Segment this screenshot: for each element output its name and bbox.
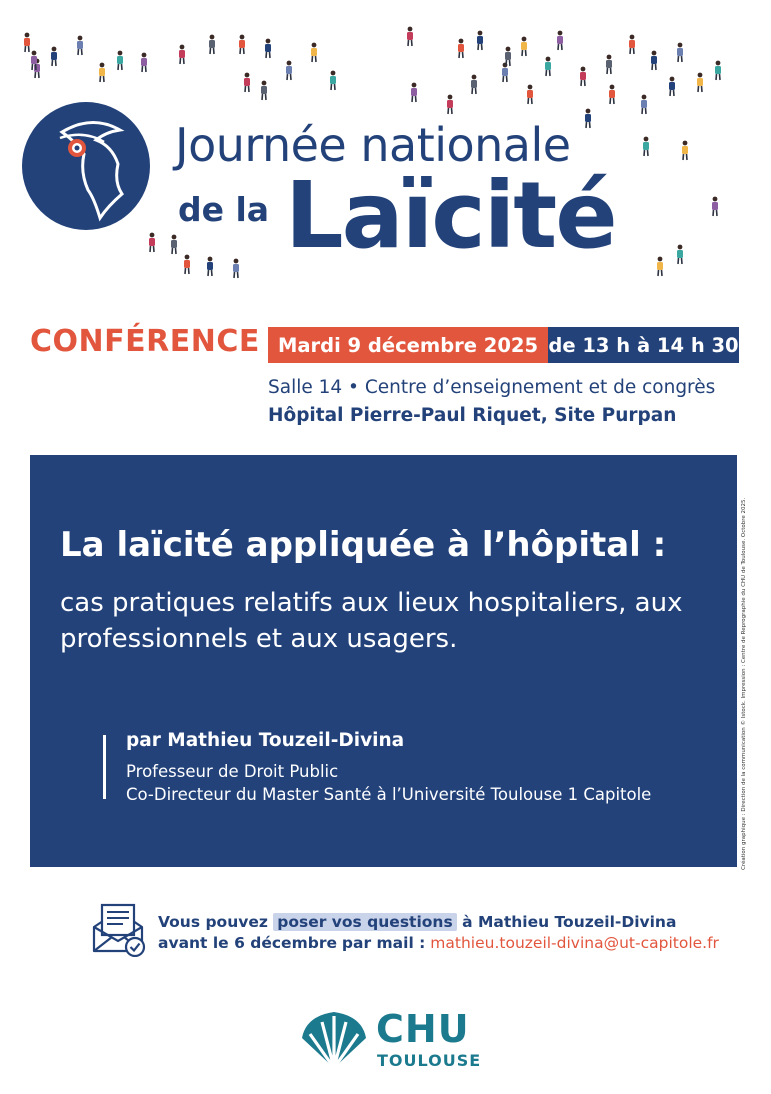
venue-room: Salle 14 • Centre d’enseignement et de congrès	[268, 377, 716, 398]
contact-deadline: avant le 6 décembre	[158, 934, 337, 952]
person-figure	[641, 95, 647, 114]
person-figure	[471, 75, 477, 94]
event-time-badge: de 13 h à 14 h 30	[548, 327, 739, 363]
contact-line-1	[158, 913, 676, 931]
person-figure	[677, 245, 683, 264]
person-figure	[477, 31, 483, 50]
event-type-label: CONFÉRENCE	[30, 324, 260, 359]
event-date-badge: Mardi 9 décembre 2025	[268, 327, 548, 363]
person-figure	[207, 257, 213, 276]
mail-checked-icon	[90, 903, 146, 957]
person-figure	[149, 233, 155, 252]
contact-email-link[interactable]: mathieu.touzeil-divina@ut-capitole.fr	[430, 934, 719, 952]
person-figure	[411, 83, 417, 102]
contact-line-2	[158, 934, 719, 952]
page-title-prefix: de la	[178, 190, 270, 229]
person-figure	[265, 39, 271, 58]
person-figure	[521, 37, 527, 56]
person-figure	[117, 51, 123, 70]
person-figure	[261, 81, 267, 100]
person-figure	[179, 45, 185, 64]
speaker-divider	[103, 735, 106, 799]
talk-subtitle: cas pratiques relatifs aux lieux hospitaliers, aux professionnels et aux usagers.	[60, 588, 683, 654]
page-title-main: Laïcité	[285, 162, 616, 269]
page-title-line1: Journée nationale	[175, 118, 571, 172]
person-figure	[682, 141, 688, 160]
speaker-role-1: Professeur de Droit Public	[126, 762, 339, 781]
print-credit: Création graphique : Direction de la communication © Istock. Impression : Centre de Reprographie du CHU de Toulouse. Octobre 2025.	[741, 497, 747, 870]
person-figure	[606, 55, 612, 74]
speaker-roles	[126, 760, 651, 806]
person-figure	[99, 63, 105, 82]
person-figure	[697, 73, 703, 92]
speaker-role-2: Co-Directeur du Master Santé à l’Université Toulouse 1 Capitole	[126, 785, 652, 804]
person-figure	[77, 36, 83, 55]
person-figure	[184, 255, 190, 274]
talk-panel	[30, 455, 737, 867]
person-figure	[557, 31, 563, 50]
person-figure	[239, 35, 245, 54]
person-figure	[407, 27, 413, 46]
person-figure	[505, 47, 511, 66]
person-figure	[669, 77, 675, 96]
contact-by-mail: par mail :	[341, 934, 426, 952]
talk-title: La laïcité appliquée à l’hôpital :	[60, 525, 667, 565]
person-figure	[233, 259, 239, 278]
speaker-name: par Mathieu Touzeil-Divina	[126, 730, 405, 751]
chu-shell-icon	[298, 1010, 370, 1070]
person-figure	[657, 257, 663, 276]
person-figure	[330, 71, 336, 90]
person-figure	[141, 53, 147, 72]
person-figure	[209, 35, 215, 54]
person-figure	[286, 61, 292, 80]
person-figure	[580, 67, 586, 86]
person-figure	[458, 39, 464, 58]
person-figure	[585, 109, 591, 128]
person-figure	[527, 85, 533, 104]
person-figure	[51, 47, 57, 66]
chu-logo-name: CHU	[376, 1007, 470, 1051]
person-figure	[643, 137, 649, 156]
venue-hospital: Hôpital Pierre-Paul Riquet, Site Purpan	[268, 405, 677, 426]
person-figure	[651, 51, 657, 70]
person-figure	[447, 95, 453, 114]
person-figure	[629, 35, 635, 54]
chu-logo-city: TOULOUSE	[377, 1051, 482, 1070]
person-figure	[502, 63, 508, 82]
person-figure	[609, 85, 615, 104]
contact-suffix: à Mathieu Touzeil-Divina	[462, 913, 677, 931]
person-figure	[677, 43, 683, 62]
marianne-icon	[22, 102, 150, 230]
person-figure	[712, 197, 718, 216]
person-figure	[244, 73, 250, 92]
person-figure	[715, 61, 721, 80]
person-figure	[311, 43, 317, 62]
contact-highlight: poser vos questions	[273, 913, 456, 931]
person-figure	[171, 235, 177, 254]
person-figure	[24, 33, 30, 52]
person-figure	[545, 57, 551, 76]
contact-prefix: Vous pouvez	[158, 913, 268, 931]
